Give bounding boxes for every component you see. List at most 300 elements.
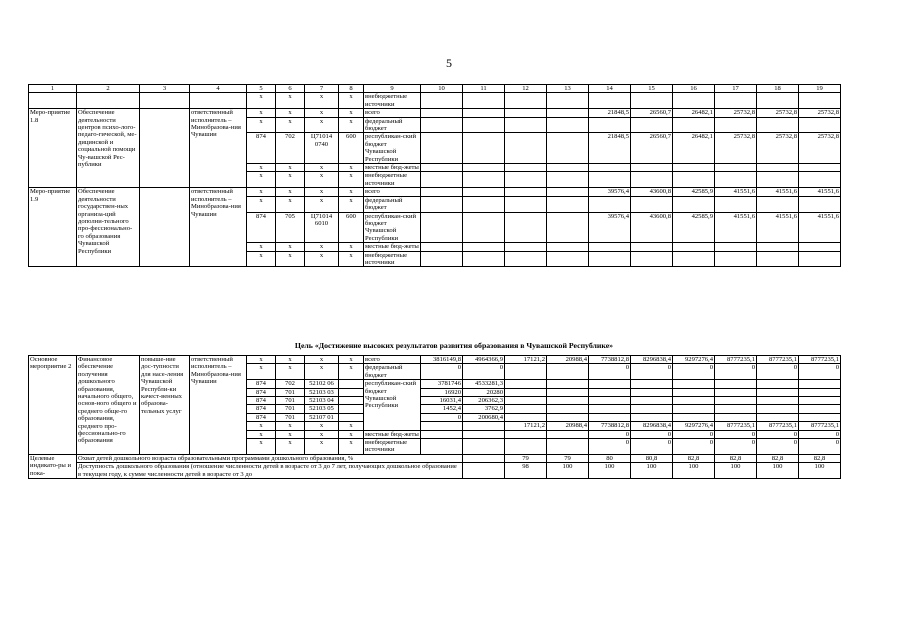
cell: x bbox=[276, 430, 305, 438]
cell bbox=[505, 93, 547, 109]
cell: x bbox=[339, 439, 364, 455]
cell: Обеспечение деятельности центров психо-лого-педаго-гической, ме-дицинской и социальной помощи Чу-вашской Рес-публики bbox=[77, 109, 140, 188]
cell: 43600,8 bbox=[631, 212, 673, 243]
cell: местные бюд-жеты bbox=[365, 430, 419, 438]
cell bbox=[589, 93, 631, 109]
cell: x bbox=[305, 93, 339, 109]
cell: 0 bbox=[631, 430, 673, 438]
cell: 100 bbox=[589, 463, 631, 479]
cell: 98 bbox=[505, 463, 547, 479]
measure-1-9 bbox=[29, 188, 841, 267]
cell: повыше-ние дос-тупности для насе-ления Чувашской Республи-ки качест-венных образова-тельных услуг bbox=[140, 356, 190, 455]
cell: Финансовое обеспечение получения дошкольного образования, начального общего, основ-ного общего и среднего обще-го образования, среднего про-фессионально-го образования bbox=[77, 356, 140, 455]
cell: 1452,4 bbox=[421, 405, 463, 413]
cell: 26482,1 bbox=[673, 133, 715, 164]
cell: 0 bbox=[463, 364, 505, 380]
cell: x bbox=[276, 164, 305, 172]
cell: x bbox=[305, 109, 339, 117]
col-header: 13 bbox=[547, 85, 589, 93]
cell bbox=[589, 117, 631, 133]
cell bbox=[463, 172, 505, 188]
cell bbox=[631, 388, 673, 396]
cell: 8777235,1 bbox=[799, 422, 841, 430]
cell: x bbox=[339, 364, 364, 380]
col-header: 19 bbox=[799, 85, 841, 93]
cell: 0 bbox=[421, 413, 463, 421]
cell bbox=[140, 188, 190, 267]
cell: 80,8 bbox=[631, 454, 673, 462]
cell: федеральный бюджет bbox=[364, 364, 421, 380]
cell: Целевые индикато-ры и пока- bbox=[29, 454, 77, 478]
cell: 0 bbox=[631, 439, 673, 455]
cell bbox=[757, 251, 799, 267]
cell: x bbox=[247, 109, 276, 117]
cell: 21848,5 bbox=[589, 133, 631, 164]
cell: x bbox=[305, 422, 339, 430]
cell: 41551,6 bbox=[757, 188, 799, 196]
cell: 701 bbox=[276, 413, 305, 421]
cell: 39576,4 bbox=[589, 212, 631, 243]
cell: всего bbox=[364, 109, 421, 117]
cell bbox=[421, 93, 463, 109]
cell bbox=[631, 196, 673, 212]
cell: 82,8 bbox=[799, 454, 841, 462]
cell bbox=[673, 413, 715, 421]
cell bbox=[631, 397, 673, 405]
cell bbox=[631, 117, 673, 133]
cell bbox=[631, 380, 673, 388]
cell bbox=[547, 405, 589, 413]
cell: 874 bbox=[247, 397, 276, 405]
header-row bbox=[29, 85, 841, 93]
cell: x bbox=[339, 196, 364, 212]
cell: 0 bbox=[589, 364, 631, 380]
cell bbox=[339, 405, 364, 413]
cell: x bbox=[247, 188, 276, 196]
cell bbox=[757, 196, 799, 212]
cell bbox=[339, 413, 364, 421]
col-header: 1 bbox=[29, 85, 77, 93]
cell: x bbox=[276, 93, 305, 109]
cell: x bbox=[339, 93, 364, 109]
cell: x bbox=[247, 117, 276, 133]
budget-table-bottom bbox=[28, 355, 841, 479]
cell: внебюджетные источники bbox=[364, 251, 421, 267]
cell bbox=[673, 164, 715, 172]
cell bbox=[589, 172, 631, 188]
cell: местные бюд-жеты bbox=[365, 164, 419, 172]
cell bbox=[505, 397, 547, 405]
cell bbox=[547, 212, 589, 243]
cell: 0 bbox=[715, 364, 757, 380]
col-header: 16 bbox=[673, 85, 715, 93]
cell bbox=[715, 388, 757, 396]
cell bbox=[505, 172, 547, 188]
cell bbox=[631, 251, 673, 267]
cell: x bbox=[339, 422, 364, 430]
cell: 79 bbox=[547, 454, 589, 462]
cell bbox=[463, 196, 505, 212]
cell bbox=[673, 172, 715, 188]
cell bbox=[589, 243, 631, 251]
cell bbox=[799, 251, 841, 267]
cell bbox=[463, 439, 505, 455]
cell: x bbox=[276, 196, 305, 212]
cell: x bbox=[339, 164, 364, 172]
cell bbox=[589, 164, 631, 172]
cell bbox=[547, 172, 589, 188]
cell: 100 bbox=[757, 463, 799, 479]
cell bbox=[505, 117, 547, 133]
cell bbox=[547, 243, 589, 251]
col-header: 11 bbox=[463, 85, 505, 93]
col-header: 14 bbox=[589, 85, 631, 93]
cell bbox=[421, 188, 463, 196]
table-row bbox=[29, 109, 841, 117]
main-measure-2 bbox=[29, 356, 841, 455]
cell: 20988,4 bbox=[547, 356, 589, 364]
cell: 8777235,1 bbox=[757, 356, 799, 364]
cell bbox=[547, 413, 589, 421]
cell bbox=[547, 133, 589, 164]
col-header: 7 bbox=[305, 85, 339, 93]
cell bbox=[29, 93, 77, 109]
cell: 0 bbox=[589, 430, 631, 438]
cell: внебюджетные источники bbox=[364, 439, 421, 455]
cell: 874 bbox=[247, 133, 276, 164]
cell: 52103 03 bbox=[305, 388, 339, 396]
cell: 82,8 bbox=[673, 454, 715, 462]
budget-table-top bbox=[28, 84, 841, 267]
cell bbox=[757, 93, 799, 109]
cell bbox=[757, 405, 799, 413]
cell bbox=[505, 388, 547, 396]
cell: 4964366,9 bbox=[463, 356, 505, 364]
cell bbox=[77, 93, 140, 109]
cell: x bbox=[339, 109, 364, 117]
cell bbox=[547, 388, 589, 396]
cell bbox=[715, 251, 757, 267]
cell: 42585,9 bbox=[673, 188, 715, 196]
cell: 701 bbox=[276, 405, 305, 413]
cell: 600 bbox=[339, 133, 364, 164]
cell bbox=[589, 251, 631, 267]
cell bbox=[190, 93, 247, 109]
cell bbox=[463, 454, 505, 462]
cell: республикан-ский бюджет Чувашской Республики bbox=[364, 380, 421, 430]
cell bbox=[673, 196, 715, 212]
cell: 8777235,1 bbox=[757, 422, 799, 430]
cell bbox=[547, 109, 589, 117]
cell bbox=[421, 439, 463, 455]
cell: 4533281,3 bbox=[463, 380, 505, 388]
cell: 0 bbox=[589, 439, 631, 455]
cell bbox=[463, 117, 505, 133]
cell bbox=[631, 93, 673, 109]
cell: 874 bbox=[247, 380, 276, 388]
cell bbox=[631, 172, 673, 188]
cell: 9297276,4 bbox=[673, 356, 715, 364]
page-number: 5 bbox=[446, 56, 452, 70]
cell bbox=[673, 388, 715, 396]
cell: ответственный исполнитель – Минобразова-ния Чувашии bbox=[190, 109, 247, 188]
cell bbox=[505, 164, 547, 172]
cell bbox=[421, 164, 463, 172]
cell: 25732,8 bbox=[799, 133, 841, 164]
cell: 41551,6 bbox=[715, 212, 757, 243]
cell: 0 bbox=[715, 439, 757, 455]
cell: x bbox=[305, 439, 339, 455]
cell bbox=[547, 364, 589, 380]
cell: 206362,3 bbox=[463, 397, 505, 405]
cell bbox=[421, 212, 463, 243]
cell bbox=[589, 380, 631, 388]
cell: 0 bbox=[799, 364, 841, 380]
cell: 0 bbox=[673, 364, 715, 380]
cell: 0 bbox=[799, 439, 841, 455]
cell: 25732,8 bbox=[757, 109, 799, 117]
cell: 0 bbox=[715, 430, 757, 438]
cell bbox=[421, 196, 463, 212]
cell: 8296838,4 bbox=[631, 356, 673, 364]
col-header: 9 bbox=[364, 85, 421, 93]
cell bbox=[505, 405, 547, 413]
cell bbox=[799, 196, 841, 212]
cell bbox=[463, 212, 505, 243]
cell bbox=[547, 430, 589, 438]
cell: 874 bbox=[247, 413, 276, 421]
table-row bbox=[29, 356, 841, 364]
cell: x bbox=[247, 422, 276, 430]
cell bbox=[421, 422, 463, 430]
cell: 8777235,1 bbox=[715, 356, 757, 364]
cell: x bbox=[339, 172, 364, 188]
cell bbox=[421, 172, 463, 188]
cell bbox=[673, 251, 715, 267]
cell bbox=[505, 430, 547, 438]
cell: 41551,6 bbox=[799, 188, 841, 196]
cell: x bbox=[305, 172, 339, 188]
cell bbox=[505, 251, 547, 267]
cell: 100 bbox=[547, 463, 589, 479]
cell: x bbox=[276, 188, 305, 196]
cell: x bbox=[247, 364, 276, 380]
cell: 42585,9 bbox=[673, 212, 715, 243]
cell: x bbox=[305, 364, 339, 380]
cell: 874 bbox=[247, 388, 276, 396]
cell bbox=[463, 463, 505, 479]
cell bbox=[589, 405, 631, 413]
cell: 26482,1 bbox=[673, 109, 715, 117]
cell: x bbox=[305, 164, 339, 172]
cell: 25732,8 bbox=[757, 133, 799, 164]
cell: 41551,6 bbox=[757, 212, 799, 243]
col-header: 17 bbox=[715, 85, 757, 93]
cell: x bbox=[247, 172, 276, 188]
cell bbox=[463, 133, 505, 164]
cell: 25732,8 bbox=[799, 109, 841, 117]
cell: x bbox=[339, 243, 364, 251]
cell: 702 bbox=[276, 380, 305, 388]
cell bbox=[673, 380, 715, 388]
cell bbox=[673, 397, 715, 405]
cell: x bbox=[305, 251, 339, 267]
cell: 701 bbox=[276, 388, 305, 396]
cell bbox=[799, 172, 841, 188]
cell bbox=[631, 164, 673, 172]
table-row bbox=[29, 463, 841, 479]
cell: 16031,4 bbox=[421, 397, 463, 405]
cell: Меро-приятие 1.8 bbox=[29, 109, 77, 188]
cell: 82,8 bbox=[757, 454, 799, 462]
cell: x bbox=[276, 243, 305, 251]
cell bbox=[673, 93, 715, 109]
cell bbox=[463, 430, 505, 438]
cell: 0 bbox=[757, 439, 799, 455]
cell: 0 bbox=[631, 364, 673, 380]
cell: Охват детей дошкольного возраста образовательными программами дошкольного образования, % bbox=[77, 454, 463, 462]
cell bbox=[421, 117, 463, 133]
cell: 100 bbox=[673, 463, 715, 479]
cell bbox=[757, 164, 799, 172]
cell bbox=[757, 117, 799, 133]
cell: 26560,7 bbox=[631, 133, 673, 164]
cell bbox=[757, 380, 799, 388]
cell: 52107 01 bbox=[305, 413, 339, 421]
cell bbox=[339, 388, 364, 396]
cell: x bbox=[247, 356, 276, 364]
cell: x bbox=[247, 164, 276, 172]
table-row bbox=[29, 454, 841, 462]
cell: x bbox=[276, 109, 305, 117]
cell: 0 bbox=[757, 430, 799, 438]
cell bbox=[799, 164, 841, 172]
cell: x bbox=[247, 196, 276, 212]
cell bbox=[463, 251, 505, 267]
cell: 80 bbox=[589, 454, 631, 462]
cell bbox=[799, 405, 841, 413]
cell bbox=[631, 405, 673, 413]
cell: 0 bbox=[421, 364, 463, 380]
cell: x bbox=[247, 243, 276, 251]
cell bbox=[505, 364, 547, 380]
cell: республикан-ский бюджет Чувашской Республики bbox=[364, 212, 421, 243]
cell: 79 bbox=[505, 454, 547, 462]
cell: x bbox=[305, 117, 339, 133]
cell bbox=[505, 133, 547, 164]
cell: 8777235,1 bbox=[715, 422, 757, 430]
cell: 17121,2 bbox=[505, 422, 547, 430]
cell bbox=[505, 243, 547, 251]
cell bbox=[715, 380, 757, 388]
col-header: 3 bbox=[140, 85, 190, 93]
col-header: 10 bbox=[421, 85, 463, 93]
cell: 100 bbox=[799, 463, 841, 479]
col-header: 18 bbox=[757, 85, 799, 93]
cell bbox=[547, 188, 589, 196]
cell: Основное мероприятие 2 bbox=[29, 356, 77, 455]
col-header: 4 bbox=[190, 85, 247, 93]
cell bbox=[799, 243, 841, 251]
cell: 52103 04 bbox=[305, 397, 339, 405]
cell: x bbox=[305, 356, 339, 364]
cell bbox=[715, 413, 757, 421]
cell: x bbox=[276, 117, 305, 133]
cell: Доступность дошкольного образования (отношение численности детей в возрасте от 3 до 7 лет, получающих дошкольное образование в текущем году, к сумме численности детей в возрасте от 3 до bbox=[77, 463, 463, 479]
goal-title: Цель «Достижение высоких результатов развития образования в Чувашской Республике» bbox=[294, 341, 614, 350]
cell: 100 bbox=[715, 463, 757, 479]
cell: 7738812,8 bbox=[589, 356, 631, 364]
cell bbox=[715, 405, 757, 413]
cell bbox=[505, 212, 547, 243]
cell: местные бюд-жеты bbox=[365, 243, 419, 251]
cell bbox=[547, 196, 589, 212]
cell: x bbox=[305, 243, 339, 251]
cell: x bbox=[305, 430, 339, 438]
cell bbox=[757, 413, 799, 421]
cell bbox=[631, 413, 673, 421]
cell: x bbox=[276, 251, 305, 267]
cell: x bbox=[339, 430, 364, 438]
cell bbox=[757, 388, 799, 396]
cell: x bbox=[247, 430, 276, 438]
cell: x bbox=[276, 356, 305, 364]
cell bbox=[421, 133, 463, 164]
table-row bbox=[29, 93, 841, 109]
col-header: 12 bbox=[505, 85, 547, 93]
cell: ответственный исполнитель – Минобразова-ния Чувашии bbox=[190, 356, 247, 455]
cell bbox=[757, 172, 799, 188]
cell: Ц71014 0740 bbox=[305, 133, 339, 164]
cell bbox=[421, 430, 463, 438]
cell bbox=[589, 413, 631, 421]
cell: 25732,8 bbox=[715, 133, 757, 164]
col-header: 8 bbox=[339, 85, 364, 93]
cell: 702 bbox=[276, 133, 305, 164]
cell: x bbox=[339, 356, 364, 364]
cell: 20988,4 bbox=[547, 422, 589, 430]
cell: x bbox=[339, 117, 364, 133]
cell: x bbox=[339, 251, 364, 267]
cell: 25732,8 bbox=[715, 109, 757, 117]
cell: 9297276,4 bbox=[673, 422, 715, 430]
cell: 3781746 bbox=[421, 380, 463, 388]
cell: 52102 06 bbox=[305, 380, 339, 388]
cell: 874 bbox=[247, 212, 276, 243]
cell bbox=[715, 243, 757, 251]
cell bbox=[715, 117, 757, 133]
cell: 0 bbox=[799, 430, 841, 438]
cell: 17121,2 bbox=[505, 356, 547, 364]
cell bbox=[757, 397, 799, 405]
cell: 41551,6 bbox=[715, 188, 757, 196]
cell bbox=[799, 388, 841, 396]
cell: x bbox=[339, 188, 364, 196]
cell: 8777235,1 bbox=[799, 356, 841, 364]
cell: 43600,8 bbox=[631, 188, 673, 196]
cell bbox=[505, 413, 547, 421]
cell: 0 bbox=[757, 364, 799, 380]
cell: федеральный бюджет bbox=[364, 117, 421, 133]
cell bbox=[505, 439, 547, 455]
cell bbox=[547, 380, 589, 388]
cell: республикан-ский бюджет Чувашской Республики bbox=[364, 133, 421, 164]
cell bbox=[421, 109, 463, 117]
cell: 0 bbox=[673, 430, 715, 438]
cell: Меро-приятие 1.9 bbox=[29, 188, 77, 267]
cell: 701 bbox=[276, 397, 305, 405]
cell bbox=[339, 397, 364, 405]
